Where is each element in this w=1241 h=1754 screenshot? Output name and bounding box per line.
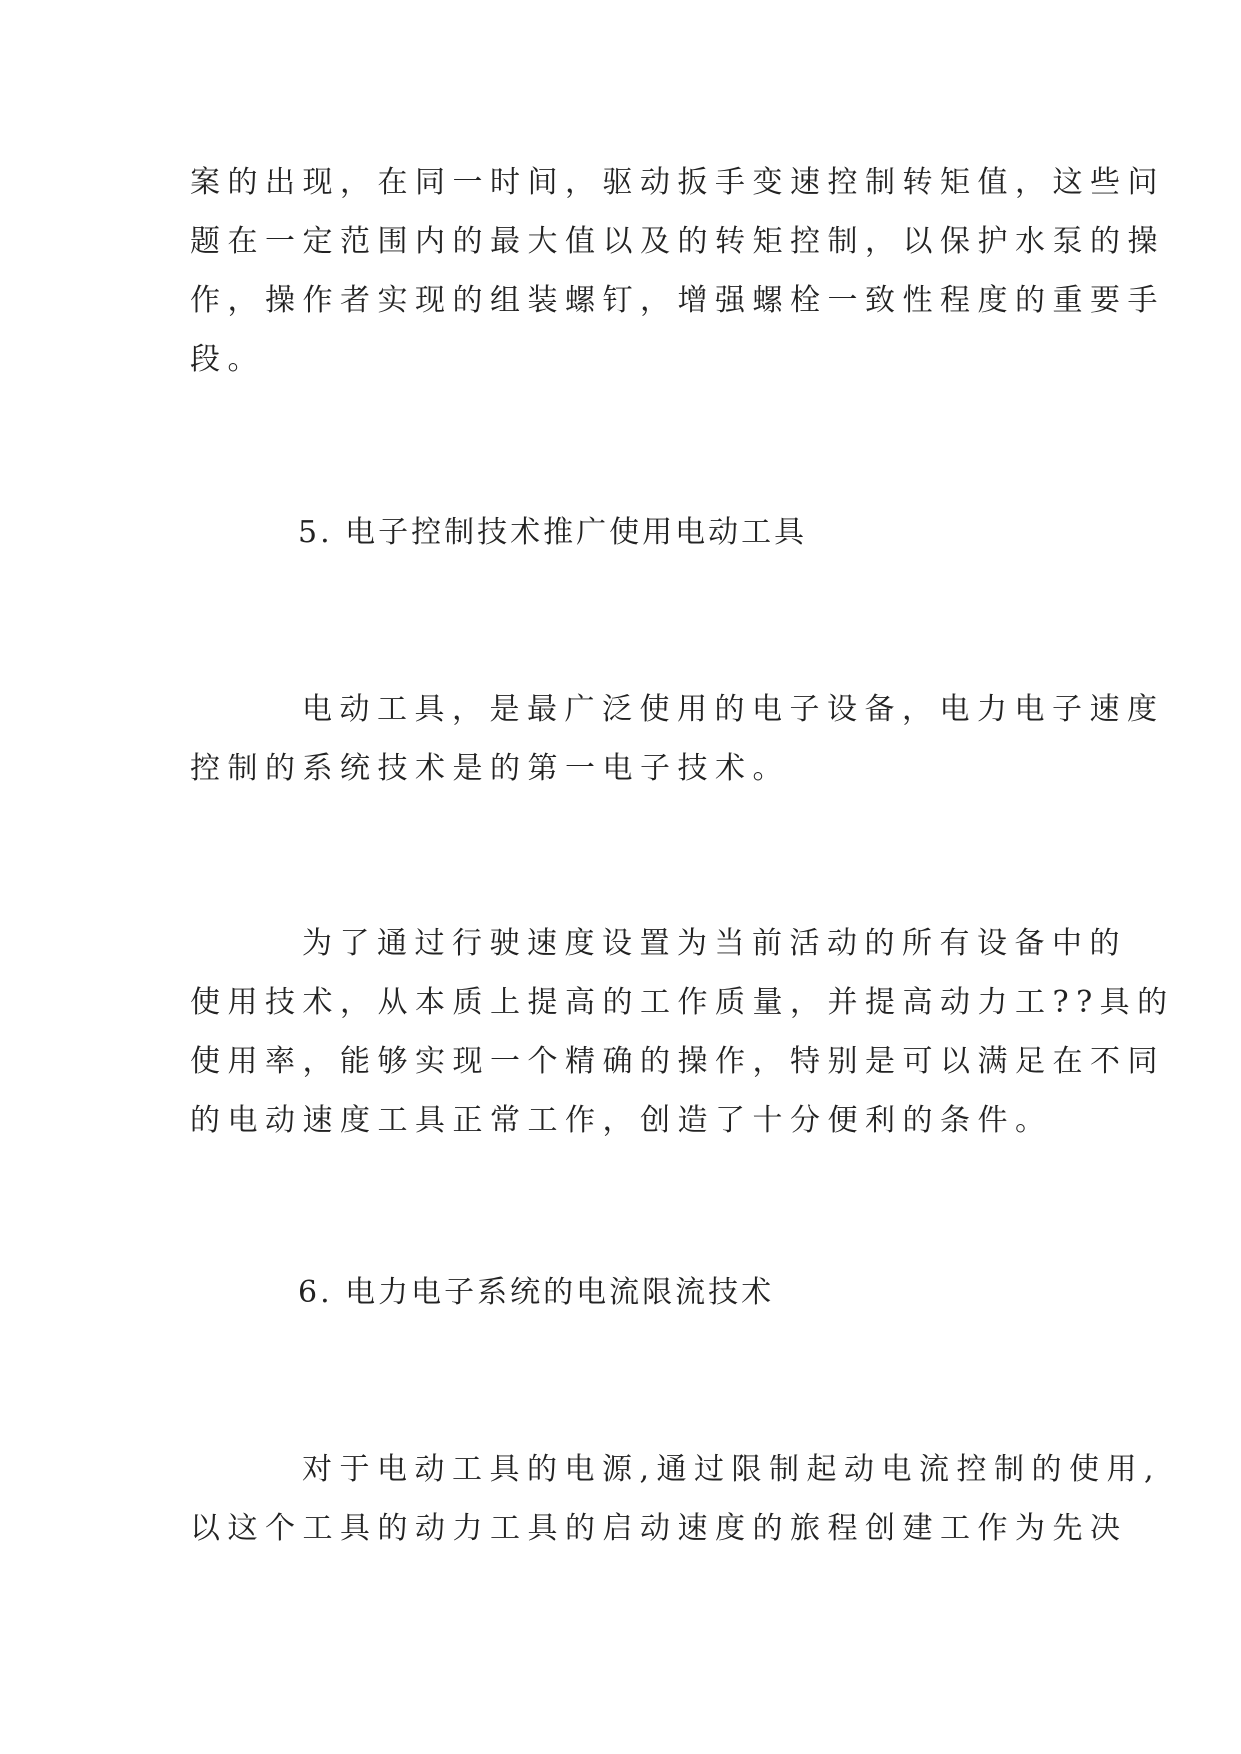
paragraph-3-line-4: 的电动速度工具正常工作，创造了十分便利的条件。 xyxy=(190,1103,1053,1138)
paragraph-1-line-3: 作，操作者实现的组装螺钉，增强螺栓一致性程度的重要手 xyxy=(190,283,1165,318)
paragraph-4-line-1: 对于电动工具的电源,通过限制起动电流控制的使用, xyxy=(302,1452,1162,1487)
paragraph-1-line-1: 案的出现，在同一时间，驱动扳手变速控制转矩值，这些问 xyxy=(190,165,1165,200)
section-heading-5: 5. 电子控制技术推广使用电动工具 xyxy=(298,515,808,550)
paragraph-4-line-2: 以这个工具的动力工具的启动速度的旅程创建工作为先决 xyxy=(190,1511,1128,1546)
section-heading-6: 6. 电力电子系统的电流限流技术 xyxy=(298,1275,775,1310)
paragraph-3-line-2: 使用技术，从本质上提高的工作质量，并提高动力工??具的 xyxy=(190,985,1175,1020)
paragraph-1-line-2: 题在一定范围内的最大值以及的转矩控制，以保护水泵的操 xyxy=(190,224,1165,259)
paragraph-2-line-1: 电动工具，是最广泛使用的电子设备，电力电子速度 xyxy=(302,692,1165,727)
paragraph-2-line-2: 控制的系统技术是的第一电子技术。 xyxy=(190,751,790,786)
paragraph-3-line-3: 使用率，能够实现一个精确的操作，特别是可以满足在不同 xyxy=(190,1044,1165,1079)
paragraph-3-line-1: 为了通过行驶速度设置为当前活动的所有设备中的 xyxy=(302,926,1127,961)
paragraph-1-line-4: 段。 xyxy=(190,342,265,377)
